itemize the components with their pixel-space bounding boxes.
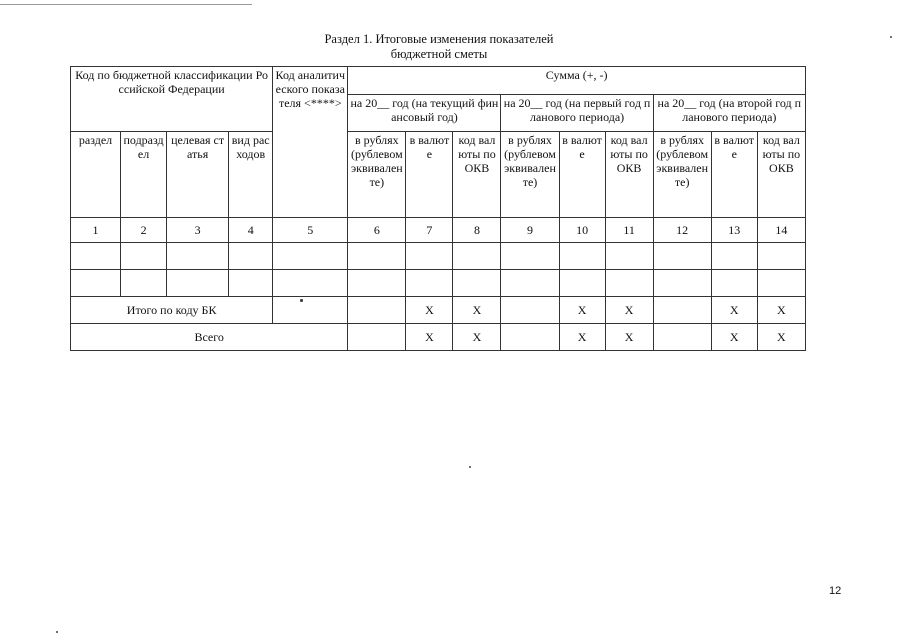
empty-cell[interactable] [121,243,167,270]
x-mark: X [605,324,653,351]
empty-cell[interactable] [757,243,805,270]
empty-cell[interactable] [653,243,711,270]
empty-cell[interactable] [501,297,559,324]
column-number: 3 [167,218,229,243]
empty-cell[interactable] [273,270,348,297]
x-mark: X [605,297,653,324]
header-period-second: на 20__ год (на второй год планового периода) [653,95,805,132]
header-expense-type: вид расходов [229,132,273,218]
empty-cell[interactable] [559,243,605,270]
empty-cell[interactable] [757,270,805,297]
column-number: 11 [605,218,653,243]
header-analytic-code: Код аналитического показателя <****> [273,67,348,218]
column-number: 10 [559,218,605,243]
empty-cell[interactable] [229,270,273,297]
empty-cell[interactable] [229,243,273,270]
header-currency-2: в валюте [559,132,605,218]
column-number: 9 [501,218,559,243]
total-row [71,324,806,351]
x-mark: X [453,324,501,351]
empty-cell[interactable] [71,270,121,297]
scan-speck [469,466,471,468]
header-target-article: целевая статья [167,132,229,218]
column-number: 12 [653,218,711,243]
header-section: раздел [71,132,121,218]
empty-cell[interactable] [167,243,229,270]
column-number: 5 [273,218,348,243]
header-rubles-3: в рублях (рублевом эквиваленте) [653,132,711,218]
x-mark: X [406,324,453,351]
empty-cell[interactable] [711,270,757,297]
x-mark: X [711,324,757,351]
header-period-current: на 20__ год (на текущий финансовый год) [348,95,501,132]
empty-cell[interactable] [605,270,653,297]
empty-cell[interactable] [453,270,501,297]
empty-cell[interactable] [711,243,757,270]
empty-cell[interactable] [501,270,559,297]
x-mark: X [406,297,453,324]
budget-changes-table [70,66,806,351]
empty-cell[interactable] [273,297,348,324]
empty-cell[interactable] [653,297,711,324]
column-number-row [71,218,806,243]
header-currency-1: в валюте [406,132,453,218]
header-currency-3: в валюте [711,132,757,218]
subtotal-row [71,297,806,324]
empty-cell[interactable] [348,324,406,351]
empty-cell[interactable] [348,243,406,270]
scan-speck [890,36,892,38]
empty-cell[interactable] [406,270,453,297]
column-number: 14 [757,218,805,243]
empty-row [71,270,806,297]
top-rule [0,4,252,5]
column-number: 1 [71,218,121,243]
empty-cell[interactable] [559,270,605,297]
column-number: 7 [406,218,453,243]
column-number: 2 [121,218,167,243]
section-title: Раздел 1. Итоговые изменения показателей [324,32,554,46]
empty-cell[interactable] [406,243,453,270]
empty-row [71,243,806,270]
header-sum: Сумма (+, -) [348,67,806,95]
empty-cell[interactable] [501,243,559,270]
x-mark: X [453,297,501,324]
empty-cell[interactable] [453,243,501,270]
x-mark: X [711,297,757,324]
empty-cell[interactable] [71,243,121,270]
section-subtitle: бюджетной сметы [390,47,488,61]
empty-cell[interactable] [605,243,653,270]
header-okv-1: код валюты по ОКВ [453,132,501,218]
header-rubles-2: в рублях (рублевом эквиваленте) [501,132,559,218]
empty-cell[interactable] [501,324,559,351]
page-number: 12 [829,585,842,597]
empty-cell[interactable] [653,270,711,297]
empty-cell[interactable] [167,270,229,297]
scan-speck [300,299,303,302]
empty-cell[interactable] [273,243,348,270]
x-mark: X [559,324,605,351]
x-mark: X [559,297,605,324]
empty-cell[interactable] [653,324,711,351]
header-period-first: на 20__ год (на первый год планового периода) [501,95,653,132]
empty-cell[interactable] [121,270,167,297]
scan-speck [56,631,58,633]
column-number: 13 [711,218,757,243]
x-mark: X [757,324,805,351]
header-subsection: подраздел [121,132,167,218]
header-rubles-1: в рублях (рублевом эквиваленте) [348,132,406,218]
header-okv-3: код валюты по ОКВ [757,132,805,218]
header-okv-2: код валюты по ОКВ [605,132,653,218]
header-bk-code: Код по бюджетной классификации Российской Федерации [71,67,273,132]
empty-cell[interactable] [348,270,406,297]
column-number: 6 [348,218,406,243]
subtotal-label: Итого по коду БК [71,297,273,324]
column-number: 8 [453,218,501,243]
empty-cell[interactable] [348,297,406,324]
total-label: Всего [71,324,348,351]
x-mark: X [757,297,805,324]
column-number: 4 [229,218,273,243]
